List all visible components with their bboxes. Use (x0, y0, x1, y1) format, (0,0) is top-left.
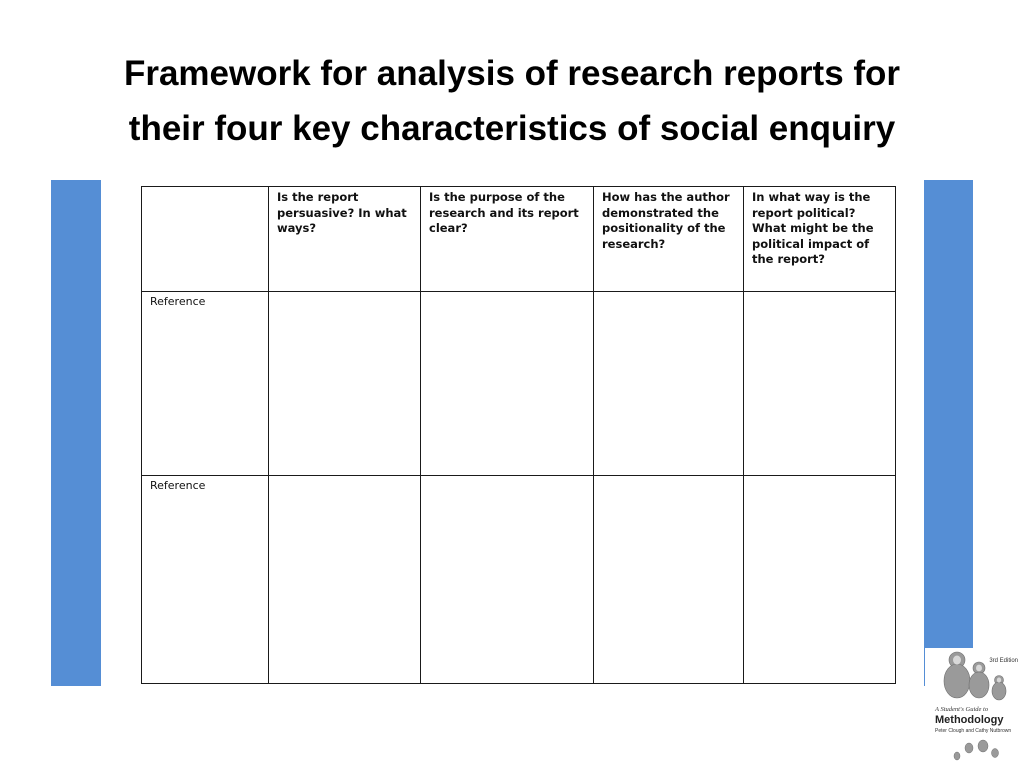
header-text: Is the report persuasive? In what ways? (277, 190, 407, 235)
title-line-2: their four key characteristics of social enquiry (128, 109, 896, 148)
blank-cell (269, 292, 421, 476)
header-persuasive (269, 187, 421, 292)
table-row (142, 476, 896, 684)
header-purpose (421, 187, 594, 292)
header-positionality (594, 187, 744, 292)
book-title: Methodology (935, 714, 1004, 726)
header-row (142, 187, 896, 292)
table-row (142, 292, 896, 476)
blank-cell (269, 476, 421, 684)
title-line-1: Framework for analysis of research reports for (123, 54, 901, 93)
russian-doll-icon (925, 648, 1024, 708)
header-political (744, 187, 896, 292)
blank-cell (744, 476, 896, 684)
blank-cell (421, 476, 594, 684)
small-dolls-icon (925, 738, 1024, 768)
reference-cell: Reference (142, 292, 269, 476)
header-text: Is the purpose of the research and its report clear? (429, 190, 579, 235)
header-text: How has the author demonstrated the positionality of the research? (602, 190, 730, 251)
blank-cell (744, 292, 896, 476)
book-edition: 3rd Edition (989, 658, 1018, 664)
book-subtitle: A Student's Guide to (935, 706, 989, 713)
blank-cell (421, 292, 594, 476)
book-authors: Peter Clough and Cathy Nutbrown (935, 728, 1012, 734)
header-text: In what way is the report political? What might be the political impact of the report? (752, 190, 874, 266)
analysis-framework-table (141, 186, 896, 684)
reference-cell: Reference (142, 476, 269, 684)
book-cover-thumbnail (925, 648, 1024, 768)
blank-cell (594, 292, 744, 476)
slide-title (40, 46, 984, 156)
header-empty-cell (142, 187, 269, 292)
blank-cell (594, 476, 744, 684)
